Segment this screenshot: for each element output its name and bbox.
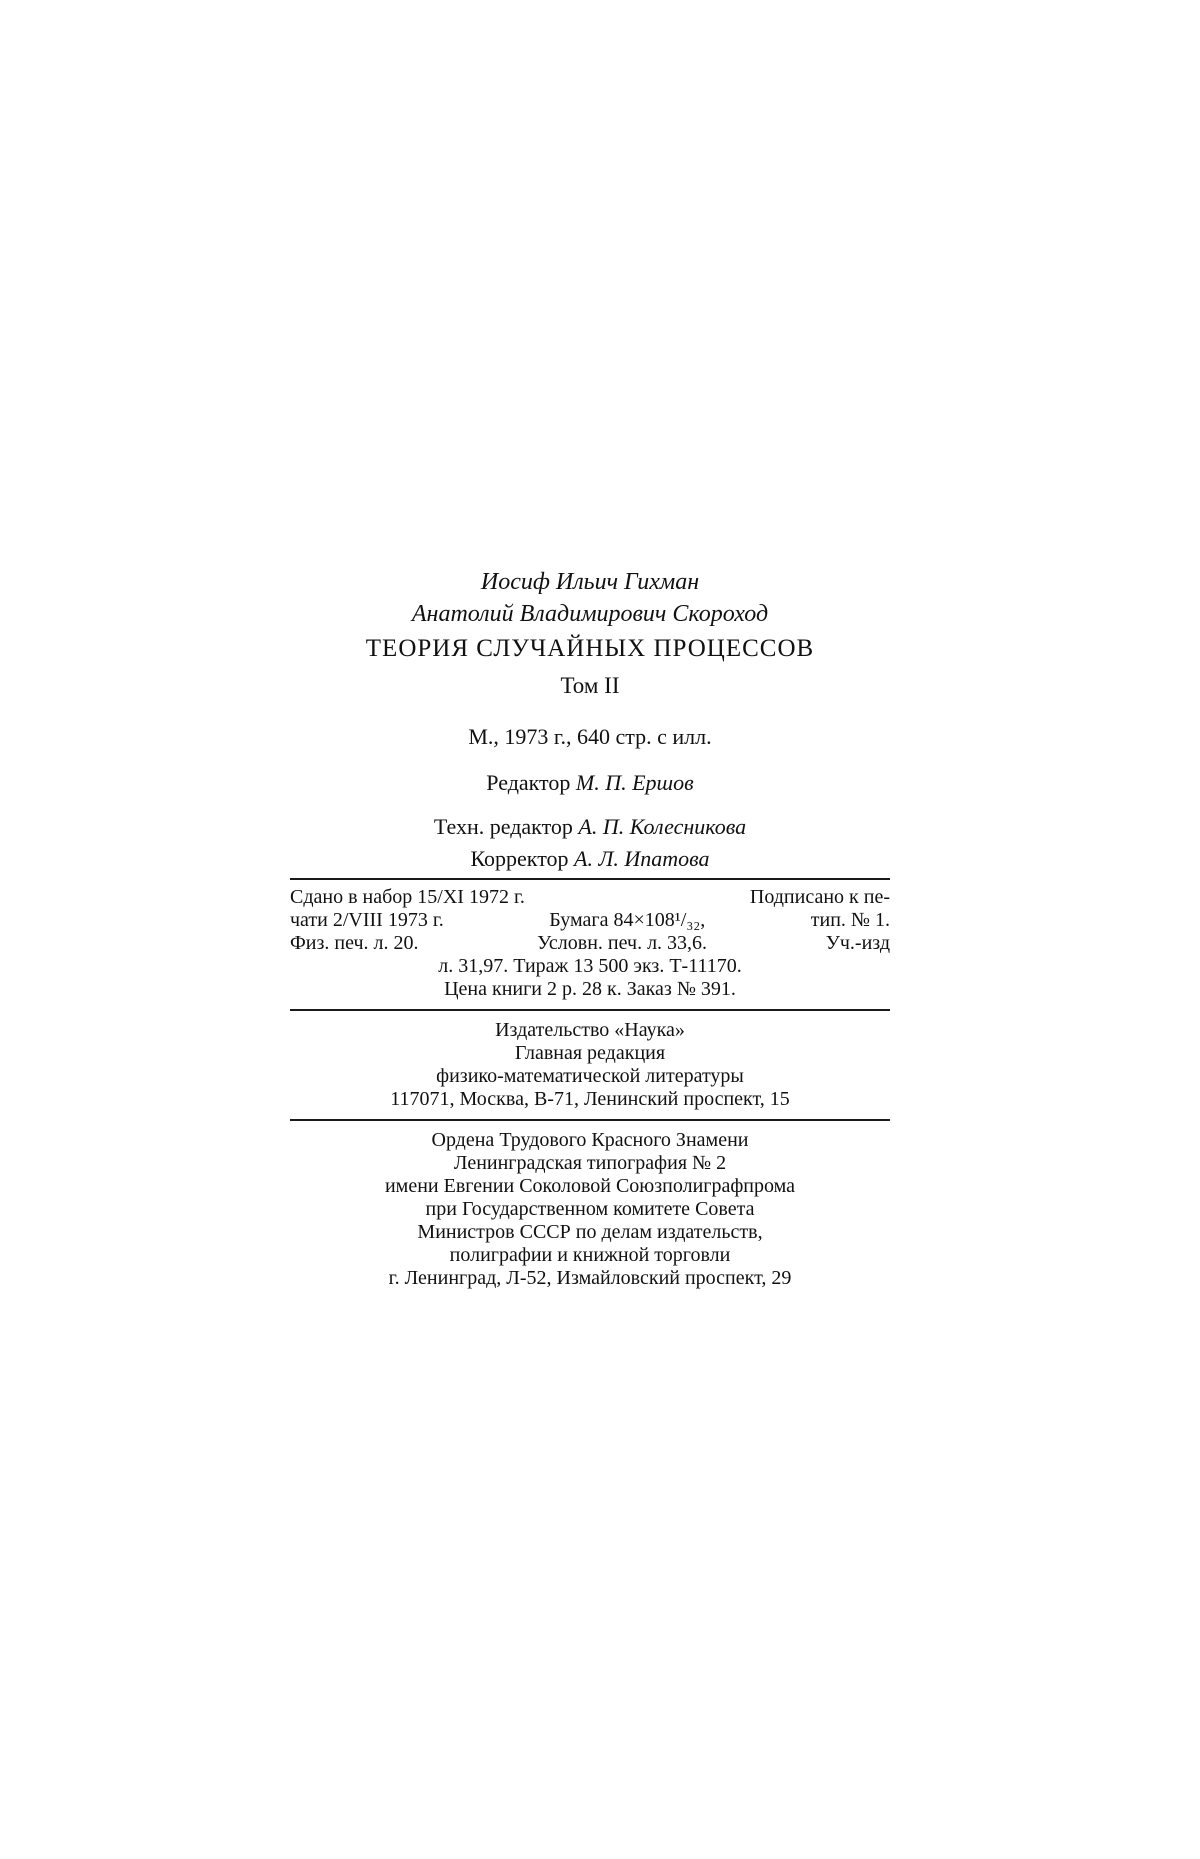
tech-editor-label: Техн. редактор	[433, 814, 573, 839]
specs-text: Цена книги 2 р. 28 к. Заказ № 391.	[444, 978, 736, 1000]
tech-editor-credit	[290, 812, 890, 842]
printer-line: Ленинградская типография № 2	[453, 1152, 727, 1174]
specs-text: Сдано в набор 15/XI 1972 г.	[290, 886, 525, 908]
specs-text: Уч.-изд	[825, 932, 890, 954]
publisher-line: физико-математической литературы	[436, 1065, 744, 1087]
printer-line: полиграфии и книжной торговли	[449, 1244, 731, 1266]
volume-label: Том II	[560, 673, 620, 698]
specs-text: чати 2/VIII 1973 г.	[290, 909, 444, 931]
corrector-name: А. Л. Ипатова	[574, 846, 710, 871]
printer-line: при Государственном комитете Совета	[425, 1198, 755, 1220]
specs-text: л. 31,97. Тираж 13 500 экз. Т-11170.	[438, 955, 742, 977]
corrector-credit	[290, 844, 890, 874]
editor-label: Редактор	[486, 770, 571, 795]
tech-editor-name: А. П. Колесникова	[578, 814, 747, 839]
editor-credit	[290, 768, 890, 798]
publisher-block	[290, 1019, 890, 1111]
publisher-line: Главная редакция	[514, 1042, 666, 1064]
divider-rule	[290, 878, 890, 880]
specs-text: Физ. печ. л. 20.	[290, 932, 419, 954]
publisher-line: Издательство «Наука»	[495, 1019, 685, 1041]
author-name: Иосиф Ильич Гихман	[480, 569, 700, 595]
specs-text: Подписано к пе-	[749, 886, 890, 908]
specs-line	[290, 932, 890, 955]
printer-line: Ордена Трудового Красного Знамени	[431, 1129, 749, 1151]
specs-text: тип. № 1.	[810, 909, 890, 931]
author-name: Анатолий Владимирович Скороход	[411, 601, 769, 627]
divider-rule	[290, 1119, 890, 1121]
corrector-label: Корректор	[470, 846, 569, 871]
specs-line	[290, 978, 890, 1001]
editor-name: М. П. Ершов	[575, 770, 694, 795]
imprint-line: М., 1973 г., 640 стр. с илл.	[468, 724, 712, 749]
printer-line: имени Евгении Соколовой Союзполиграфпрома	[384, 1175, 796, 1197]
printer-block	[290, 1129, 890, 1290]
specs-line	[290, 955, 890, 978]
book-title: ТЕОРИЯ СЛУЧАЙНЫХ ПРОЦЕССОВ	[365, 635, 815, 662]
divider-rule	[290, 1009, 890, 1011]
printer-line: Министров СССР по делам издательств,	[417, 1221, 763, 1243]
print-specs	[290, 886, 890, 1001]
specs-text: Условн. печ. л. 33,6.	[537, 932, 708, 954]
printer-address: г. Ленинград, Л-52, Измайловский проспект, 29	[388, 1267, 792, 1289]
publisher-address: 117071, Москва, В-71, Ленинский проспект, 15	[390, 1088, 790, 1110]
specs-text: Бумага 84×108¹/₃₂,	[549, 909, 706, 931]
colophon-block	[290, 566, 890, 1290]
specs-line	[290, 909, 890, 932]
specs-line	[290, 886, 890, 909]
